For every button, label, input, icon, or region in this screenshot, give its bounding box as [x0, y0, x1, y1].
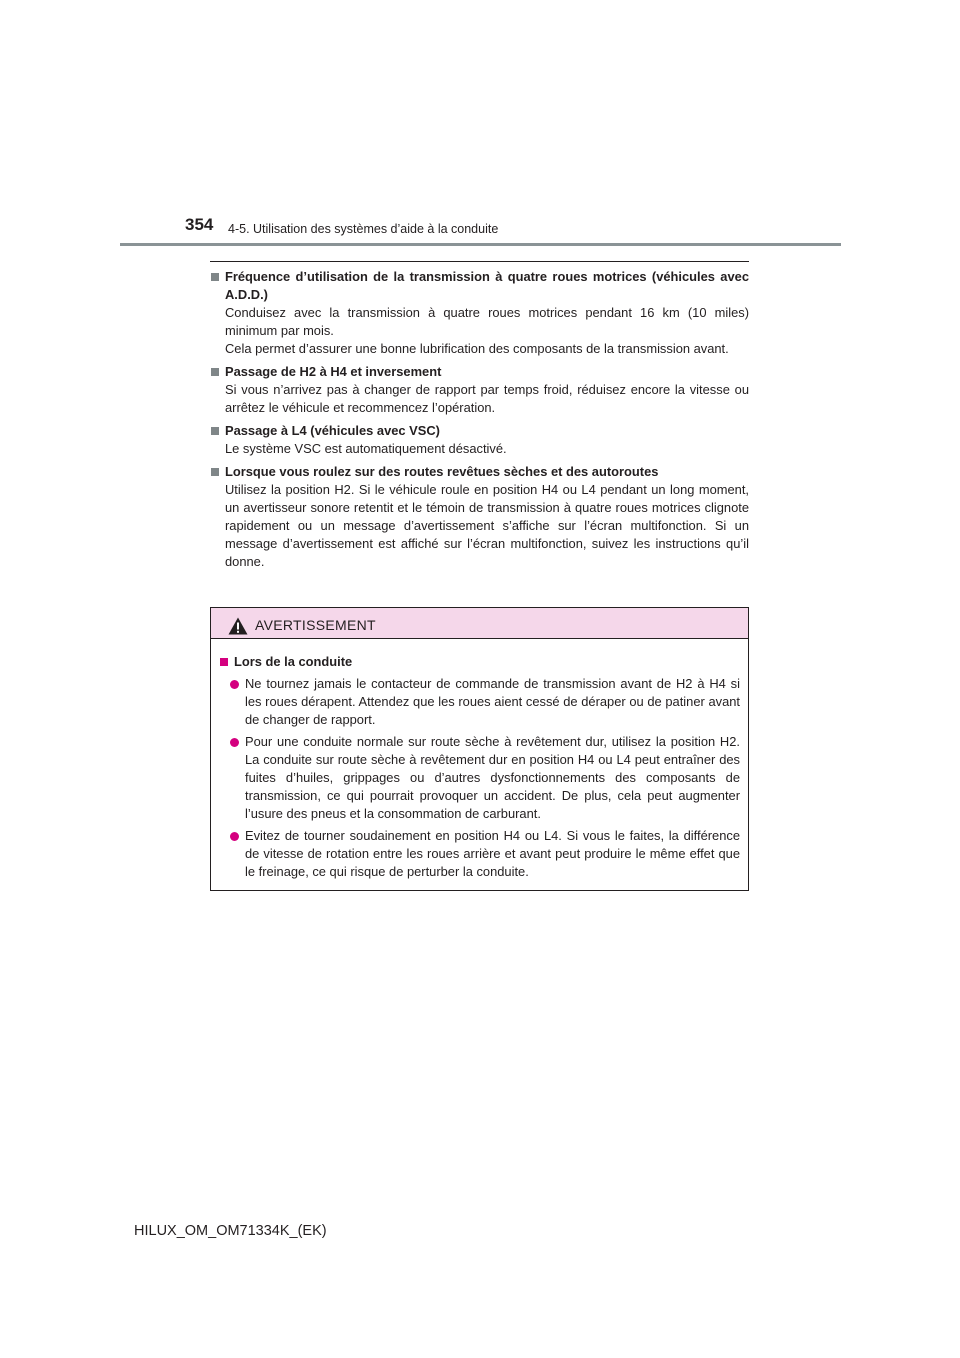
section-heading: Passage de H2 à H4 et inversement [225, 364, 442, 379]
warning-box [210, 607, 749, 891]
page-number: 354 [185, 215, 214, 234]
square-bullet-icon [211, 468, 219, 476]
section-l4-shift [210, 422, 749, 458]
section-paragraph: Cela permet d’assurer une bonne lubrification des composants de la transmission avant. [225, 341, 729, 356]
square-bullet-icon [211, 368, 219, 376]
content-divider [210, 261, 749, 262]
document-code: HILUX_OM_OM71334K_(EK) [134, 1223, 327, 1239]
header-divider [120, 243, 841, 246]
section-h2-h4-shift [210, 363, 749, 417]
warning-bullet [230, 827, 740, 881]
warning-bullet-text: Ne tournez jamais le contacteur de commande de transmission avant de H2 à H4 si les roues dérapent. Attendez que les roues aient cessé de déraper ou de patiner avant de changer de rapport. [245, 676, 740, 727]
warning-bullet [230, 675, 740, 729]
section-4wd-frequency [210, 268, 749, 358]
round-bullet-icon [230, 738, 239, 747]
warning-heading: Lors de la conduite [234, 654, 353, 669]
warning-bullet-text: Evitez de tourner soudainement en position H4 ou L4. Si vous le faites, la différence de vitesse de rotation entre les roues arrière et avant peut produire le même effet que le freinage, ce qui risque de perturber la conduite. [245, 828, 740, 879]
warning-header [211, 608, 748, 639]
square-bullet-icon [211, 427, 219, 435]
section-paragraph: Conduisez avec la transmission à quatre roues motrices pendant 16 km (10 miles) minimum par mois. [225, 305, 749, 338]
section-paragraph: Le système VSC est automatiquement désactivé. [225, 441, 507, 456]
warning-title: AVERTISSEMENT [255, 617, 376, 633]
warning-bullet [230, 733, 740, 823]
square-bullet-icon [220, 658, 228, 666]
warning-triangle-icon [228, 617, 248, 640]
section-dry-roads [210, 463, 749, 571]
section-paragraph: Utilisez la position H2. Si le véhicule roule en position H4 ou L4 pendant un long moment, un avertisseur sonore retentit et le témoin de transmission à quatre roues motrices clignote rapidement ou un message d’avertissement s’affiche sur l’écran multifonction. Si un message d’avertissement est affiché sur l’écran multifonction, suivez les instructions qu’il donne. [225, 482, 749, 569]
round-bullet-icon [230, 832, 239, 841]
section-heading: Passage à L4 (véhicules avec VSC) [225, 423, 440, 438]
warning-body [211, 639, 748, 881]
section-heading: Lorsque vous roulez sur des routes revêtues sèches et des autoroutes [225, 464, 659, 479]
main-content [210, 268, 749, 576]
section-title: 4-5. Utilisation des systèmes d’aide à la conduite [228, 222, 499, 236]
square-bullet-icon [211, 273, 219, 281]
section-paragraph: Si vous n’arrivez pas à changer de rapport par temps froid, réduisez encore la vitesse ou arrêtez le véhicule et recommencez l’opération. [225, 382, 749, 415]
section-heading: Fréquence d’utilisation de la transmission à quatre roues motrices (véhicules avec A.D.D.) [225, 269, 749, 302]
warning-bullet-text: Pour une conduite normale sur route sèche à revêtement dur, utilisez la position H2. La conduite sur route sèche à revêtement dur en position H4 ou L4 peut entraîner des fuites d’huiles, grippages ou d’autres dysfonctionnements des composants de transmission, ce qui pourrait provoquer un accident. De plus, cela peut augmenter l’usure des pneus et la consommation de carburant. [245, 734, 740, 821]
round-bullet-icon [230, 680, 239, 689]
